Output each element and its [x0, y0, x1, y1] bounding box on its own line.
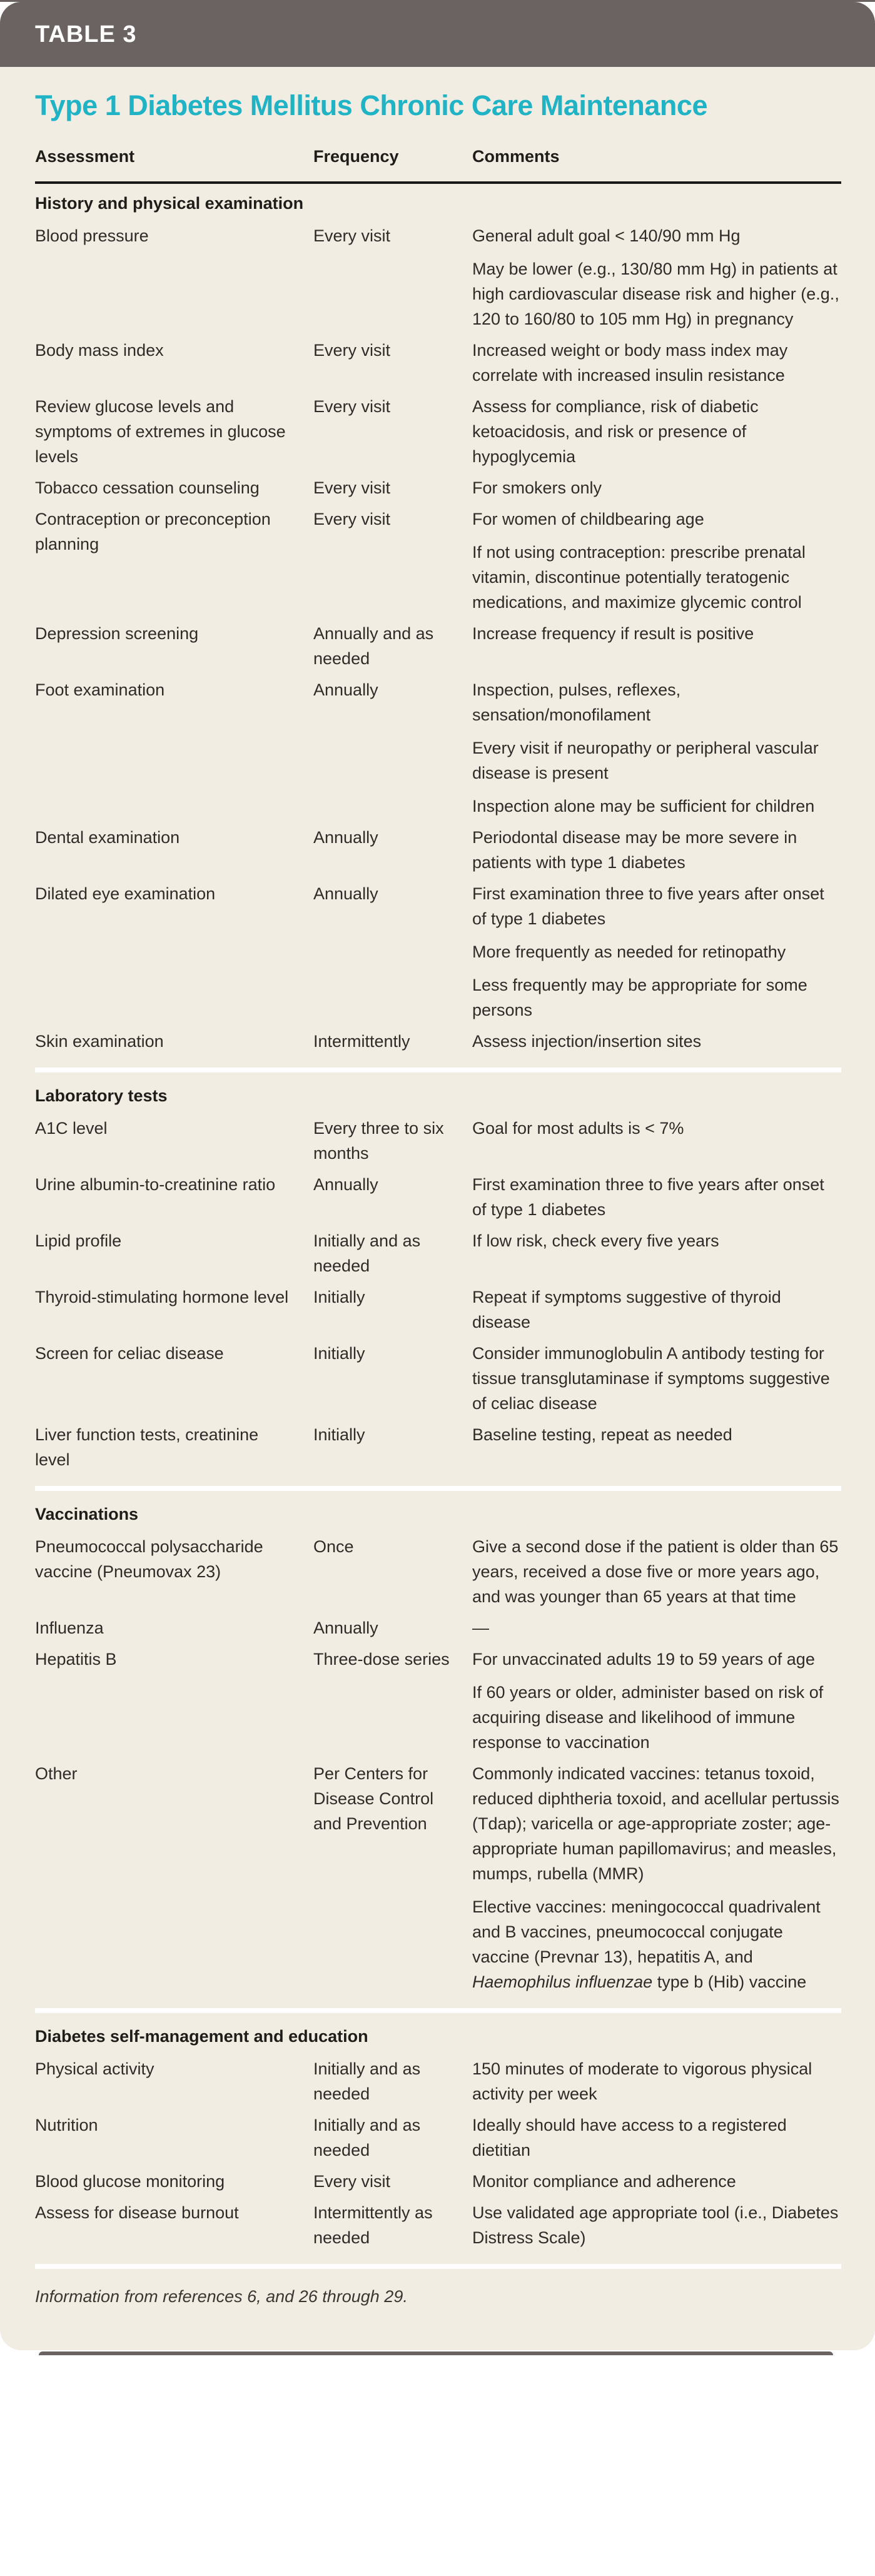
comment-paragraph: Inspection alone may be sufficient for children — [472, 797, 815, 816]
assessment-cell: Tobacco cessation counseling — [35, 478, 260, 497]
comments-cell — [472, 1647, 841, 1755]
assessment-cell: Review glucose levels and symptoms of extremes in glucose levels — [35, 397, 286, 466]
table-section — [35, 194, 841, 1054]
frequency-cell: Initially — [313, 1288, 365, 1306]
comments-cell — [472, 621, 841, 671]
assessment-cell: Blood pressure — [35, 226, 149, 245]
table-row — [35, 507, 841, 615]
table-row — [35, 1029, 841, 1054]
assessment-cell: Hepatitis B — [35, 1650, 117, 1669]
comment-paragraph: Baseline testing, repeat as needed — [472, 1425, 732, 1444]
section-heading: Laboratory tests — [35, 1086, 168, 1105]
table-row — [35, 881, 841, 1023]
frequency-cell: Every visit — [313, 341, 391, 360]
table-row — [35, 1285, 841, 1335]
column-header-assessment: Assessment — [35, 147, 135, 166]
section-divider — [35, 2008, 841, 2013]
footnote-divider — [35, 2264, 841, 2269]
frequency-cell: Annually — [313, 1175, 378, 1194]
comment-paragraph: May be lower (e.g., 130/80 mm Hg) in patients at high cardiovascular disease risk and higher (e.g., 120 to 160/80 to 105 mm Hg) in pregnancy — [472, 260, 839, 328]
table-section — [35, 1505, 841, 1994]
section-rows — [35, 1116, 841, 1472]
assessment-cell: Assess for disease burnout — [35, 2203, 239, 2222]
comments-cell — [472, 2169, 841, 2194]
frequency-cell: Initially — [313, 1344, 365, 1363]
table-row — [35, 223, 841, 331]
comment-paragraph: Assess injection/insertion sites — [472, 1032, 702, 1051]
frequency-cell: Intermittently as needed — [313, 2203, 433, 2247]
assessment-cell: Screen for celiac disease — [35, 1344, 224, 1363]
frequency-cell: Every visit — [313, 478, 391, 497]
frequency-cell: Intermittently — [313, 1032, 410, 1051]
comment-paragraph: General adult goal < 140/90 mm Hg — [472, 226, 741, 245]
frequency-cell: Annually and as needed — [313, 624, 434, 668]
table-row — [35, 621, 841, 671]
frequency-cell: Every visit — [313, 226, 391, 245]
table-row — [35, 1341, 841, 1416]
frequency-cell: Every visit — [313, 2172, 391, 2191]
section-heading: History and physical examination — [35, 194, 304, 213]
table-row — [35, 475, 841, 500]
comments-cell — [472, 1228, 841, 1278]
comment-paragraph: Repeat if symptoms suggestive of thyroid disease — [472, 1288, 781, 1331]
comment-paragraph: 150 minutes of moderate to vigorous physical activity per week — [472, 2059, 812, 2103]
table-row — [35, 1615, 841, 1640]
table-row — [35, 677, 841, 819]
comment-paragraph: Every visit if neuropathy or peripheral vascular disease is present — [472, 739, 819, 782]
section-divider — [35, 1068, 841, 1073]
assessment-cell: Nutrition — [35, 2116, 98, 2134]
frequency-cell: Every visit — [313, 510, 391, 528]
table-sections — [35, 194, 841, 2250]
comments-cell — [472, 825, 841, 875]
table-row — [35, 1534, 841, 1609]
frequency-cell: Three-dose series — [313, 1650, 450, 1669]
assessment-cell: Depression screening — [35, 624, 199, 643]
comments-cell — [472, 2200, 841, 2250]
assessment-cell: Other — [35, 1764, 78, 1783]
table-row — [35, 394, 841, 469]
table-label: TABLE 3 — [35, 21, 137, 48]
comments-cell — [472, 1029, 841, 1054]
comment-paragraph: Give a second dose if the patient is older than 65 years, received a dose five or more years ago, and was younger than 65 years at that time — [472, 1537, 839, 1606]
comment-paragraph: For unvaccinated adults 19 to 59 years of age — [472, 1650, 815, 1669]
frequency-cell: Once — [313, 1537, 354, 1556]
table-row — [35, 2169, 841, 2194]
comments-cell — [472, 2056, 841, 2106]
comment-paragraph: Increase frequency if result is positive — [472, 624, 754, 643]
comment-paragraph: First examination three to five years after onset of type 1 diabetes — [472, 1175, 824, 1219]
column-header-frequency: Frequency — [313, 147, 399, 166]
table-row — [35, 2056, 841, 2106]
comment-paragraph: Increased weight or body mass index may correlate with increased insulin resistance — [472, 341, 788, 385]
table-header-bar — [0, 2, 875, 67]
section-divider — [35, 1486, 841, 1491]
table-row — [35, 1422, 841, 1472]
frequency-cell: Per Centers for Disease Control and Prevention — [313, 1764, 434, 1833]
column-headers — [35, 147, 841, 184]
assessment-cell: Skin examination — [35, 1032, 164, 1051]
comment-paragraph: Goal for most adults is < 7% — [472, 1119, 684, 1138]
frequency-cell: Annually — [313, 828, 378, 847]
comment-paragraph: If not using contraception: prescribe prenatal vitamin, discontinue potentially teratogenic medications, and maximize glycemic control — [472, 543, 806, 612]
assessment-cell: Thyroid-stimulating hormone level — [35, 1288, 289, 1306]
assessment-cell: Dilated eye examination — [35, 884, 216, 903]
table-row — [35, 1116, 841, 1166]
assessment-cell: Pneumococcal polysaccharide vaccine (Pneumovax 23) — [35, 1537, 263, 1581]
comments-cell — [472, 2113, 841, 2163]
assessment-cell: Liver function tests, creatinine level — [35, 1425, 259, 1469]
comments-cell — [472, 475, 841, 500]
comments-cell — [472, 1615, 841, 1640]
frequency-cell: Annually — [313, 884, 378, 903]
comment-paragraph: Monitor compliance and adherence — [472, 2172, 736, 2191]
frequency-cell: Initially — [313, 1425, 365, 1444]
section-rows — [35, 223, 841, 1054]
card-bottom-padding — [35, 2309, 841, 2326]
assessment-cell: Blood glucose monitoring — [35, 2172, 225, 2191]
frequency-cell: Initially and as needed — [313, 2059, 421, 2103]
comments-cell — [472, 1422, 841, 1472]
comments-cell — [472, 1285, 841, 1335]
section-heading: Vaccinations — [35, 1505, 139, 1523]
table-row — [35, 825, 841, 875]
frequency-cell: Annually — [313, 1619, 378, 1637]
table-card — [0, 2, 875, 2350]
comment-paragraph: Use validated age appropriate tool (i.e., Diabetes Distress Scale) — [472, 2203, 839, 2247]
next-card-top-edge — [39, 2351, 833, 2355]
comments-cell — [472, 1341, 841, 1416]
comments-cell — [472, 677, 841, 819]
footnote: Information from references 6, and 26 through 29. — [35, 2287, 408, 2306]
assessment-cell: Dental examination — [35, 828, 180, 847]
comments-cell — [472, 881, 841, 1023]
frequency-cell: Annually — [313, 680, 378, 699]
section-rows — [35, 2056, 841, 2250]
assessment-cell: A1C level — [35, 1119, 108, 1138]
assessment-cell: Physical activity — [35, 2059, 154, 2078]
comment-paragraph: Assess for compliance, risk of diabetic ketoacidosis, and risk or presence of hypoglycemia — [472, 397, 759, 466]
table-row — [35, 1647, 841, 1755]
comment-paragraph: Consider immunoglobulin A antibody testing for tissue transglutaminase if symptoms suggestive of celiac disease — [472, 1344, 830, 1413]
comment-paragraph: For smokers only — [472, 478, 602, 497]
table-row — [35, 2113, 841, 2163]
table-row — [35, 1172, 841, 1222]
comment-paragraph: More frequently as needed for retinopathy — [472, 942, 786, 961]
comments-cell — [472, 394, 841, 469]
frequency-cell: Every three to six months — [313, 1119, 444, 1163]
comments-cell — [472, 338, 841, 388]
comment-paragraph: Ideally should have access to a registered dietitian — [472, 2116, 787, 2159]
section-rows — [35, 1534, 841, 1994]
column-header-comments: Comments — [472, 147, 560, 166]
assessment-cell: Influenza — [35, 1619, 104, 1637]
table-row — [35, 2200, 841, 2250]
table-row — [35, 1761, 841, 1994]
comments-cell — [472, 1761, 841, 1994]
assessment-cell: Foot examination — [35, 680, 165, 699]
assessment-cell: Body mass index — [35, 341, 164, 360]
comment-paragraph: If 60 years or older, administer based on risk of acquiring disease and likelihood of immune response to vaccination — [472, 1683, 824, 1752]
comment-paragraph: Elective vaccines: meningococcal quadrivalent and B vaccines, pneumococcal conjugate vaccine (Prevnar 13), hepatitis A, and Haemophilus influenzae type b (Hib) vaccine — [472, 1897, 821, 1991]
comments-cell — [472, 1116, 841, 1166]
comment-paragraph: For women of childbearing age — [472, 510, 704, 528]
comment-paragraph: Periodontal disease may be more severe in patients with type 1 diabetes — [472, 828, 797, 872]
frequency-cell: Every visit — [313, 397, 391, 416]
table-section — [35, 2027, 841, 2250]
assessment-cell: Lipid profile — [35, 1231, 122, 1250]
comment-paragraph: Commonly indicated vaccines: tetanus toxoid, reduced diphtheria toxoid, and acellular pertussis (Tdap); varicella or age-appropriate zoster; age-appropriate human papillomavirus; and measles, mumps, rubella (MMR) — [472, 1764, 839, 1883]
comments-cell — [472, 223, 841, 331]
table-row — [35, 1228, 841, 1278]
comment-paragraph: If low risk, check every five years — [472, 1231, 719, 1250]
comments-cell — [472, 1534, 841, 1609]
section-heading: Diabetes self-management and education — [35, 2027, 368, 2046]
table-title: Type 1 Diabetes Mellitus Chronic Care Maintenance — [35, 89, 707, 121]
table-body — [0, 67, 875, 2350]
assessment-cell: Contraception or preconception planning — [35, 510, 271, 553]
comments-cell — [472, 1172, 841, 1222]
comment-paragraph: Inspection, pulses, reflexes, sensation/monofilament — [472, 680, 681, 724]
table-section — [35, 1086, 841, 1472]
table-row — [35, 338, 841, 388]
comment-paragraph: Less frequently may be appropriate for some persons — [472, 976, 807, 1019]
assessment-cell: Urine albumin-to-creatinine ratio — [35, 1175, 276, 1194]
comment-paragraph: First examination three to five years after onset of type 1 diabetes — [472, 884, 824, 928]
comment-paragraph: — — [472, 1619, 489, 1637]
frequency-cell: Initially and as needed — [313, 2116, 421, 2159]
frequency-cell: Initially and as needed — [313, 1231, 421, 1275]
comments-cell — [472, 507, 841, 615]
